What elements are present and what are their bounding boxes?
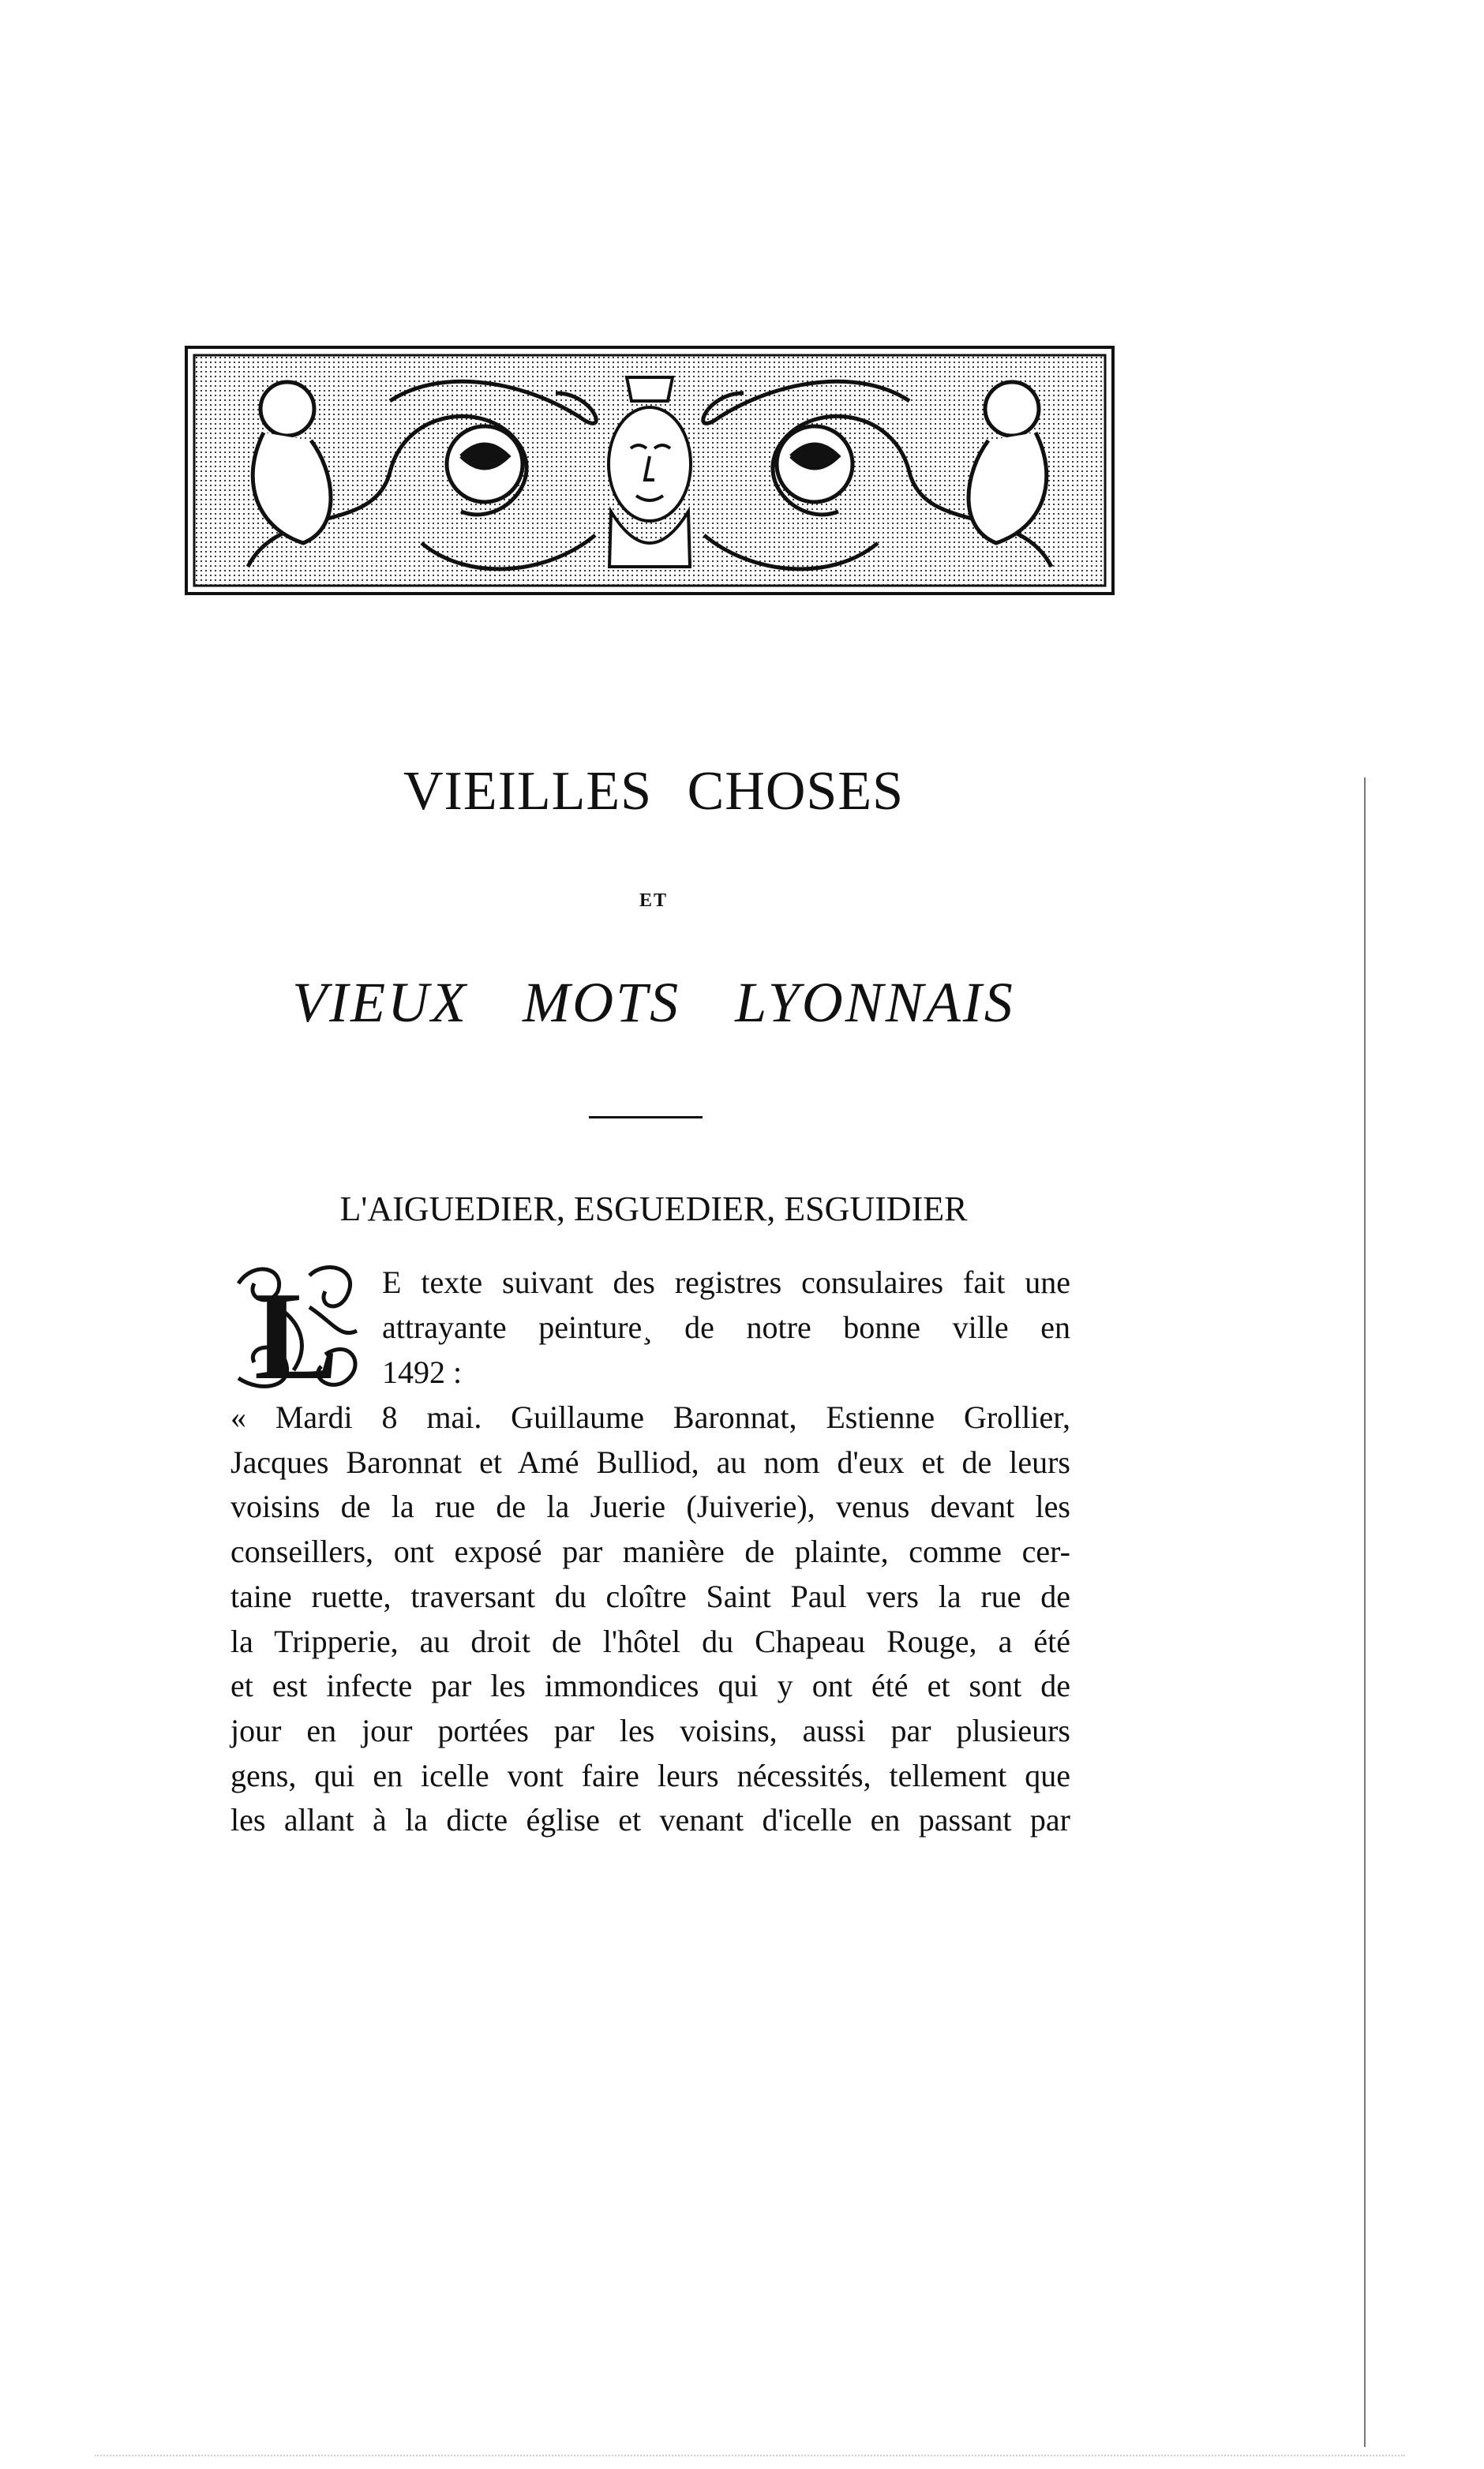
text-line: « Mardi 8 mai. Guillaume Baronnat, Estienne Grollier, [230,1399,1070,1435]
text-line: jour en jour portées par les voisins, aussi par plusieurs [230,1712,1070,1748]
text-line: voisins de la rue de la Juerie (Juiverie), venus devant les [230,1489,1070,1525]
ornamental-dropcap-initial [230,1260,371,1396]
svg-text:L: L [254,1265,339,1396]
text-line: gens, qui en icelle vont faire leurs nécessités, tellement que [230,1757,1070,1793]
decorative-headpiece [185,346,1115,595]
title-divider-rule [589,1116,703,1118]
text-line: 1492 : [382,1354,463,1390]
text-line: Jacques Baronnat et Amé Bulliod, au nom d'eux et de leurs [230,1444,1070,1480]
text-line: les allant à la dicte église et venant d'icelle en passant par [230,1802,1070,1838]
text-line: attrayante peinture¸ de notre bonne ville en [382,1309,1070,1345]
page-edge-line [1364,777,1366,2447]
title-connector: ET [639,890,668,911]
page-title: VIEILLES CHOSES [403,761,905,822]
text-line: et est infecte par les immondices qui y ont été et sont de [230,1668,1070,1704]
paragraph-body [230,1396,1070,1843]
page-bottom-marks [95,2455,1405,2458]
text-line: conseillers, ont exposé par manière de plainte, comme cer- [230,1534,1070,1570]
text-line: taine ruette, traversant du cloître Saint Paul vers la rue de [230,1578,1070,1614]
text-line: E texte suivant des registres consulaires fait une [382,1264,1070,1300]
section-heading: L'AIGUEDIER, ESGUEDIER, ESGUIDIER [339,1190,968,1228]
text-line: la Tripperie, au droit de l'hôtel du Chapeau Rouge, a été [230,1623,1070,1659]
page-subtitle: VIEUX MOTS LYONNAIS [292,971,1015,1034]
paragraph-first-lines [382,1260,1070,1395]
